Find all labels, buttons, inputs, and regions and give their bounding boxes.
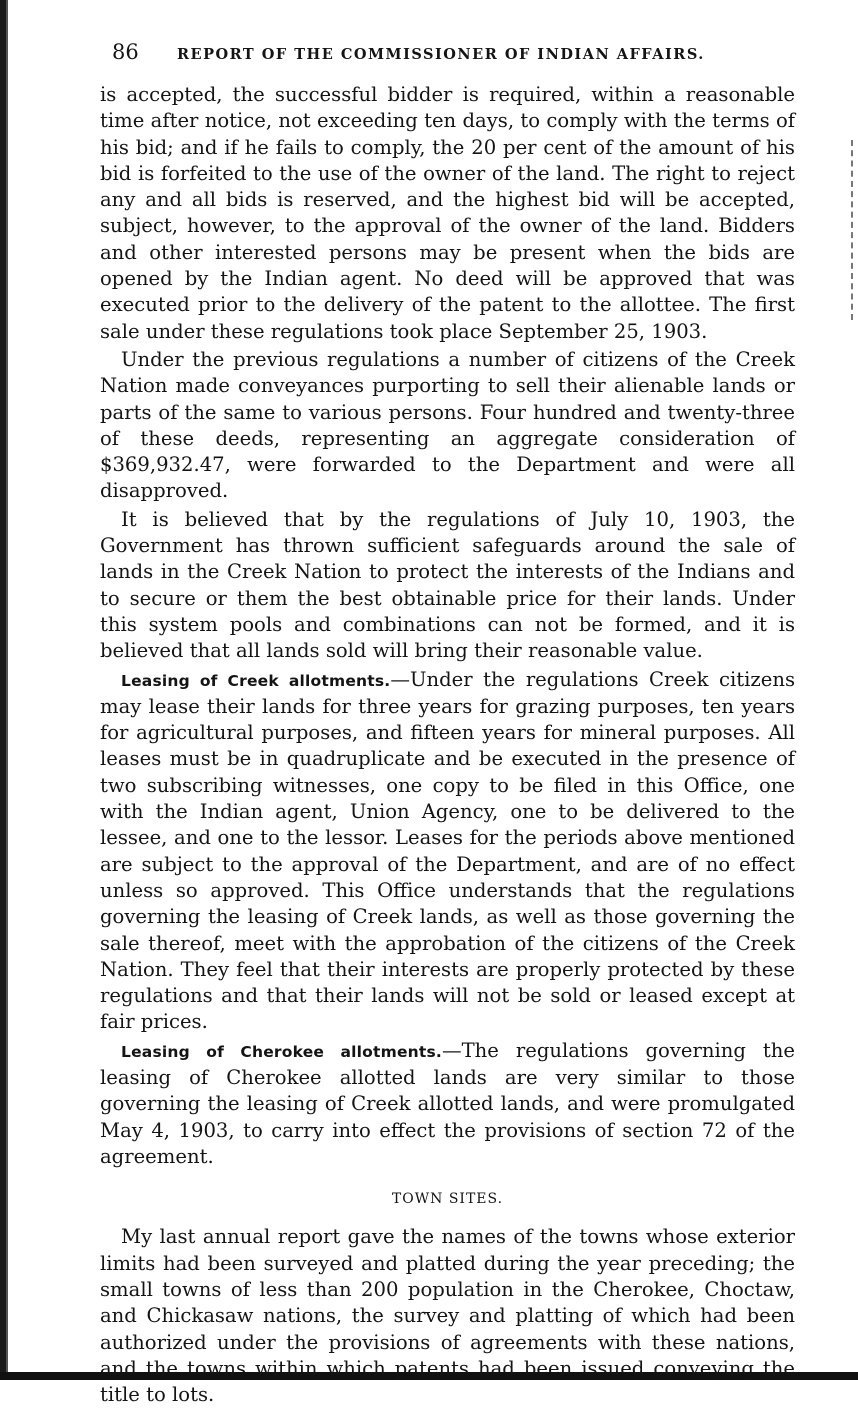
paragraph-leasing-cherokee (100, 1038, 795, 1170)
page-content (100, 40, 795, 1411)
scan-border-left (0, 0, 6, 1380)
scan-marks-right (851, 140, 856, 320)
paragraph-town-sites: My last annual report gave the names of the towns whose exterior limits had been surveyed and platted during the year preceding; the small towns of less than 200 population in the Cherokee, Choctaw, and Chickasaw nations, the survey and platting of which had been authorized under the provisions of agreements with these nations, and the towns within which patents had been issued conveying the title to lots. (100, 1225, 795, 1407)
paragraph-bid-terms: is accepted, the successful bidder is required, within a reasonable time after notice, not exceeding ten days, to comply with the terms of his bid; and if he fails to comply, the 20 per cent of the amount of his bid is forfeited to the use of the owner of the land. The right to reject any and all bids is reserved, and the highest bid will be accepted, subject, however, to the approval of the owner of the land. Bidders and other interested persons may be present when the bids are opened by the Indian agent. No deed will be approved that was executed prior to the delivery of the patent to the allottee. The first sale under these regulations took place September 25, 1903. (100, 83, 795, 343)
paragraph-leasing-creek (100, 667, 795, 1036)
running-head: REPORT OF THE COMMISSIONER OF INDIAN AFFAIRS. (177, 46, 705, 63)
body-text (100, 82, 795, 1409)
side-heading-creek: Leasing of Creek allotments. (121, 671, 391, 690)
section-title: TOWN SITES. (391, 1191, 504, 1208)
paragraph-leasing-creek-text: —Under the regulations Creek citizens may lease their lands for three years for grazing purposes, ten years for agricultural purposes, and fifteen years for mineral purposes. All leases must be in quadruplicate and be executed in the presence of two subscribing witnesses, one copy to be filed in this Office, one with the Indian agent, Union Agency, one to be delivered to the lessee, and one to the lessor. Leases for the periods above mentioned are subject to the approval of the Department, and are of no effect unless so approved. This Office understands that the regulations governing the leasing of Creek lands, as well as those governing the sale thereof, meet with the approbation of the citizens of the Creek Nation. They feel that their interests are properly protected by these regulations and that their lands will not be sold or leased except at fair prices. (100, 667, 795, 1034)
side-heading-cherokee: Leasing of Cherokee allotments. (121, 1042, 443, 1061)
paragraph-previous-regulations: Under the previous regulations a number of citizens of the Creek Nation made conveyances purporting to sell their alienable lands or parts of the same to various persons. Four hundred and twenty-three of these deeds, representing an aggregate consideration of $369,932.47, were forwarded to the Department and were all disapproved. (100, 347, 795, 503)
paragraph-safeguards: It is believed that by the regulations of July 10, 1903, the Government has thrown sufficient safeguards around the sale of lands in the Creek Nation to protect the interests of the Indians and to secure or them the best obtainable price for their lands. Under this system pools and combinations can not be formed, and it is believed that all lands sold will bring their reasonable value. (100, 507, 795, 663)
paragraph-leasing-cherokee-text: —The regulations governing the leasing of Cherokee allotted lands are very similar to those governing the leasing of Creek allotted lands, and were promulgated May 4, 1903, to carry into effect the provisions of section 72 of the agreement. (100, 1038, 795, 1168)
page-header (100, 40, 795, 82)
page-number: 86 (112, 40, 139, 64)
